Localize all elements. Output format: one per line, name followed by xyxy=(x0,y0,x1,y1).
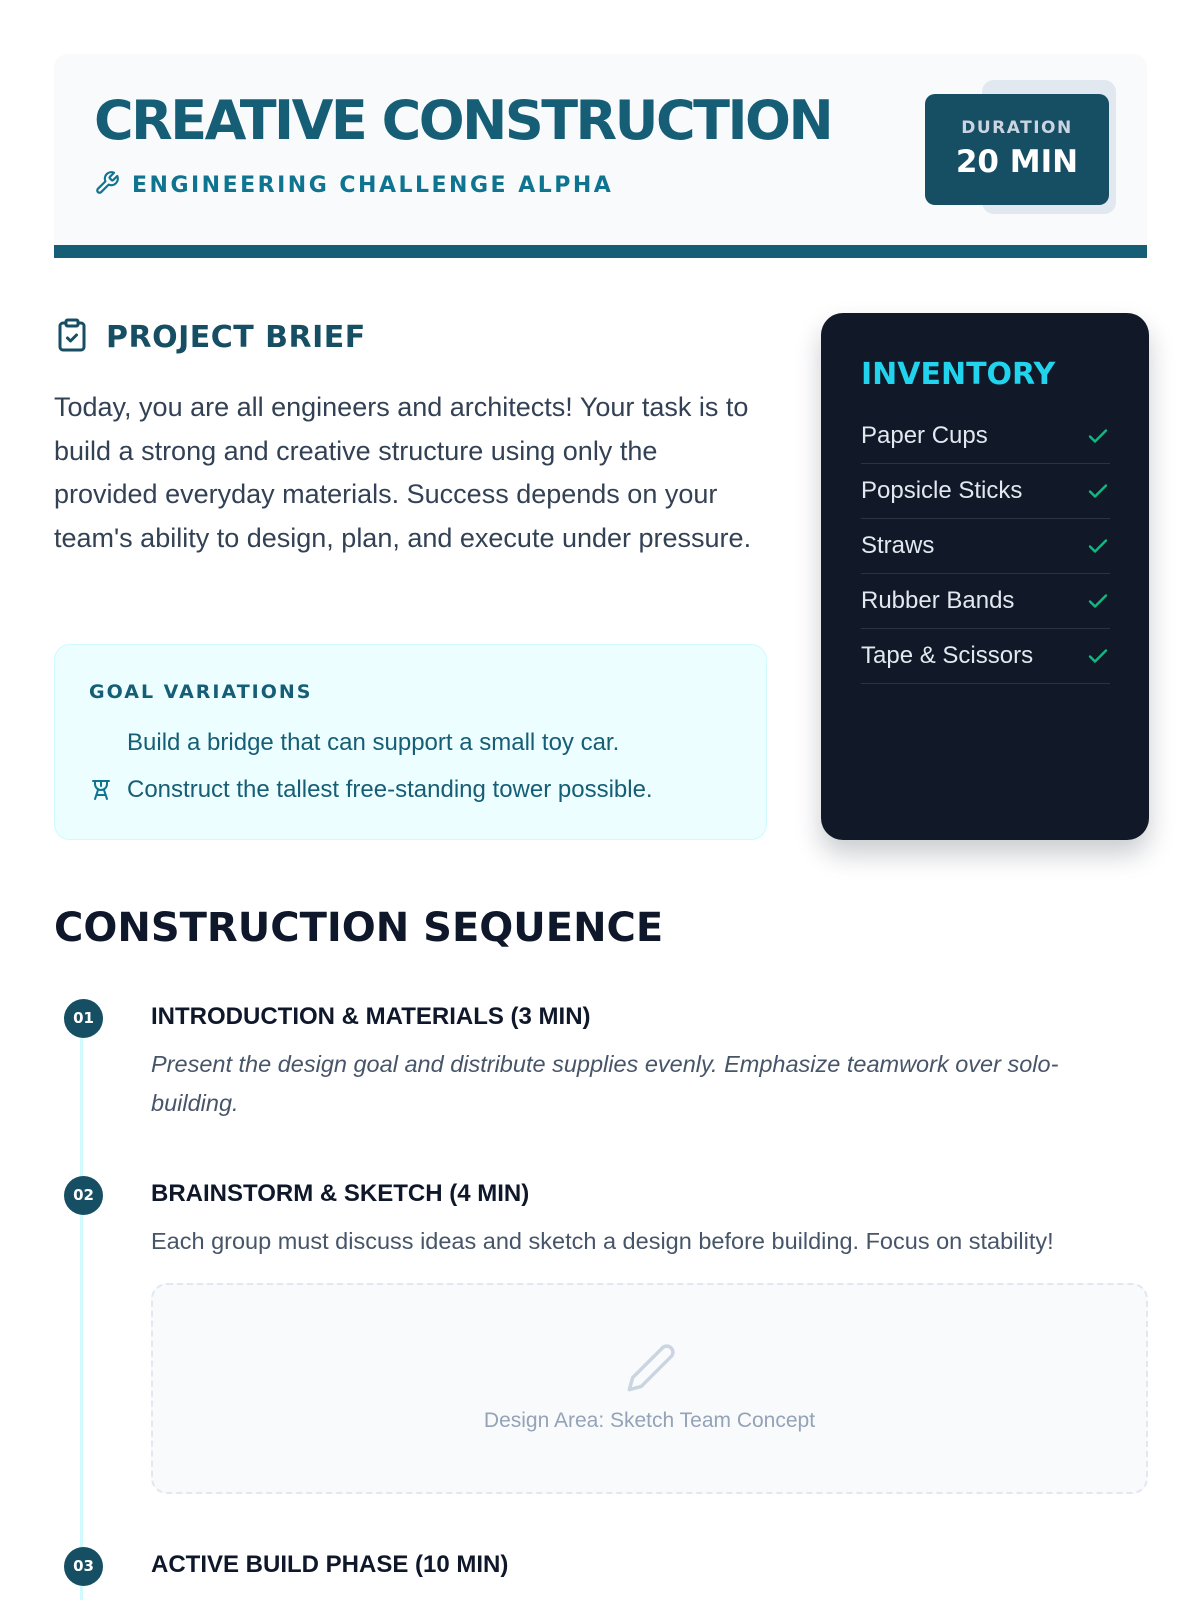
goal-item-icon-placeholder xyxy=(89,728,119,758)
inventory-item-label: Rubber Bands xyxy=(861,587,1015,614)
sequence-title: CONSTRUCTION SEQUENCE xyxy=(54,905,664,951)
inventory-item xyxy=(861,409,1110,464)
step-number: 01 xyxy=(64,999,103,1038)
step-description: Present the design goal and distribute supplies evenly. Emphasize teamwork over solo-building. xyxy=(151,1051,1059,1116)
design-area[interactable] xyxy=(151,1283,1148,1494)
goal-item xyxy=(89,728,619,758)
brief-heading xyxy=(54,316,366,359)
duration-label: DURATION xyxy=(961,118,1073,138)
inventory-item-label: Paper Cups xyxy=(861,422,988,449)
wrench-icon xyxy=(94,170,120,201)
inventory-item xyxy=(861,629,1110,684)
inventory-item-label: Straws xyxy=(861,532,935,559)
header-divider xyxy=(54,245,1147,258)
inventory-item xyxy=(861,464,1110,519)
step-title: INTRODUCTION & MATERIALS (3 MIN) xyxy=(151,1003,591,1030)
step-number: 03 xyxy=(64,1547,103,1586)
inventory-item xyxy=(861,519,1110,574)
step-title: BRAINSTORM & SKETCH (4 MIN) xyxy=(151,1180,530,1207)
duration-value: 20 MIN xyxy=(955,144,1079,180)
clipboard-check-icon xyxy=(54,316,90,359)
brief-text: Today, you are all engineers and architects! Your task is to build a strong and creative structure using only the provided everyday materials. Success depends on your team's ability to design, plan, and execute under pressure. xyxy=(54,392,752,553)
tower-icon xyxy=(89,775,119,805)
page-subtitle: ENGINEERING CHALLENGE ALPHA xyxy=(132,172,614,198)
check-icon xyxy=(1086,589,1110,613)
subtitle-row xyxy=(94,170,613,201)
check-icon xyxy=(1086,644,1110,668)
timeline-line xyxy=(80,1018,83,1600)
goal-variations-card xyxy=(54,644,767,840)
design-area-label: Design Area: Sketch Team Concept xyxy=(483,1409,816,1432)
goals-title: GOAL VARIATIONS xyxy=(89,681,313,703)
inventory-item-label: Tape & Scissors xyxy=(861,642,1034,669)
step-description: Each group must discuss ideas and sketch a design before building. Focus on stability! xyxy=(151,1228,1054,1254)
check-icon xyxy=(1086,424,1110,448)
inventory-panel xyxy=(821,313,1149,840)
goal-text: Build a bridge that can support a small toy car. xyxy=(127,729,620,756)
goal-item xyxy=(89,775,653,805)
header xyxy=(54,54,1147,258)
step-number: 02 xyxy=(64,1176,103,1215)
inventory-item-label: Popsicle Sticks xyxy=(861,477,1023,504)
goal-text: Construct the tallest free-standing tower possible. xyxy=(127,776,653,803)
pencil-icon xyxy=(625,1342,677,1394)
inventory-title: INVENTORY xyxy=(861,357,1056,392)
check-icon xyxy=(1086,479,1110,503)
inventory-item xyxy=(861,574,1110,629)
check-icon xyxy=(1086,534,1110,558)
brief-title: PROJECT BRIEF xyxy=(106,320,366,355)
inventory-list xyxy=(861,409,1110,684)
step-title: ACTIVE BUILD PHASE (10 MIN) xyxy=(151,1551,509,1578)
duration-badge xyxy=(925,94,1109,205)
page-title: CREATIVE CONSTRUCTION xyxy=(94,89,832,152)
